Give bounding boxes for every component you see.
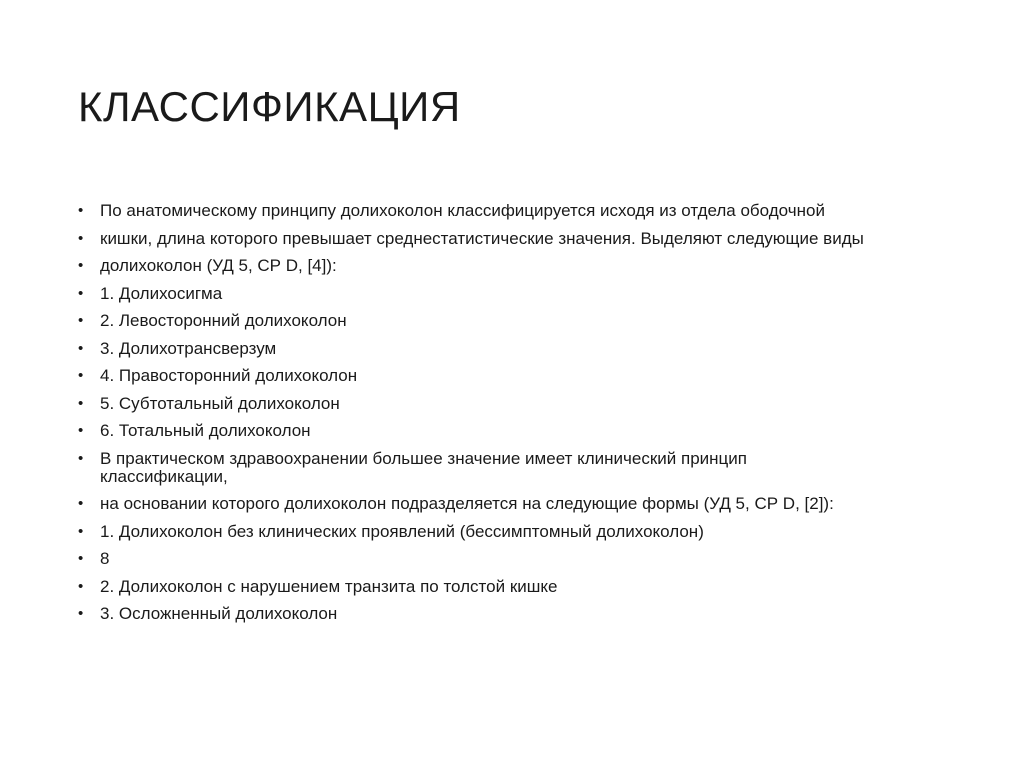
bullet-icon: •: [78, 422, 84, 439]
list-item-15: [78, 605, 958, 623]
bullet-icon: •: [78, 577, 84, 595]
bullet-icon: •: [78, 229, 84, 247]
bullet-icon: •: [78, 312, 84, 329]
bullet-icon: •: [78, 522, 84, 540]
bullet-list: [78, 202, 958, 633]
bullet-icon: •: [78, 367, 84, 384]
list-item-10: [78, 450, 860, 486]
list-item-text: 6. Тотальный долихоколон: [100, 421, 311, 440]
list-item-12: [78, 523, 958, 541]
list-item-13: [78, 550, 958, 568]
list-item-3: [78, 257, 958, 275]
list-item-text: долихоколон (УД 5, СР D, [4]):: [100, 256, 337, 275]
list-item-text: По анатомическому принципу долихоколон классифицируется исходя из отдела ободочной: [100, 201, 825, 220]
list-item-text: 4. Правосторонний долихоколон: [100, 366, 358, 385]
list-item-6: [78, 340, 958, 358]
bullet-icon: •: [78, 495, 84, 512]
bullet-icon: •: [78, 284, 84, 302]
list-item-text: В практическом здравоохранении большее значение имеет клинический принцип классификации,: [100, 448, 747, 486]
list-item-8: [78, 395, 958, 413]
slide-title: КЛАССИФИКАЦИЯ: [78, 83, 461, 130]
list-item-2: [78, 230, 920, 248]
bullet-icon: •: [78, 550, 84, 567]
list-item-7: [78, 367, 958, 385]
list-item-text: 1. Долихосигма: [100, 283, 223, 303]
list-item-text: 2. Левосторонний долихоколон: [100, 311, 347, 330]
list-item-11: [78, 495, 958, 513]
bullet-icon: •: [78, 605, 84, 622]
list-item-text: 1. Долихоколон без клинических проявлений (бессимптомный долихоколон): [100, 521, 704, 541]
list-item-text: 3. Осложненный долихоколон: [100, 604, 338, 623]
list-item-text: 5. Субтотальный долихоколон: [100, 393, 340, 413]
list-item-5: [78, 312, 958, 330]
list-item-4: [78, 285, 958, 303]
list-item-9: [78, 422, 958, 440]
list-item-14: [78, 578, 958, 596]
list-item-text: кишки, длина которого превышает среднестатистические значения. Выделяют следующие виды: [100, 228, 864, 248]
list-item-1: [78, 202, 920, 220]
list-item-text: 2. Долихоколон с нарушением транзита по толстой кишке: [100, 576, 558, 596]
bullet-icon: •: [78, 394, 84, 412]
bullet-icon: •: [78, 202, 84, 219]
list-item-text: 8: [100, 549, 110, 568]
list-item-text: на основании которого долихоколон подразделяется на следующие формы (УД 5, СР D, [2]):: [100, 494, 834, 513]
list-item-text: 3. Долихотрансверзум: [100, 338, 277, 358]
bullet-icon: •: [78, 449, 84, 467]
bullet-icon: •: [78, 257, 84, 274]
bullet-icon: •: [78, 339, 84, 357]
